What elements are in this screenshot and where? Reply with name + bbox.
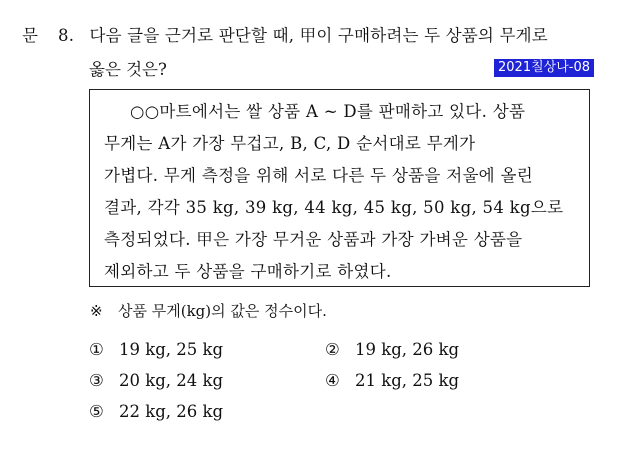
source-tag: 2021칠상나-08: [494, 59, 594, 77]
choice-4[interactable]: [325, 371, 459, 390]
question-number: 8.: [58, 26, 75, 45]
choice-text: 19 kg, 25 kg: [119, 340, 224, 359]
passage-line: 결과, 각각 35 kg, 39 kg, 44 kg, 45 kg, 50 kg, 54 kg으로: [104, 198, 564, 217]
choice-label: ⑤: [89, 402, 104, 421]
choice-5[interactable]: [89, 402, 223, 421]
choice-label: ①: [89, 340, 104, 359]
choice-text: 20 kg, 24 kg: [119, 371, 224, 390]
passage-line: 가볍다. 무게 측정을 위해 서로 다른 두 상품을 저울에 올린: [104, 166, 533, 185]
choice-label: ②: [325, 340, 340, 359]
passage-line: 무게는 A가 가장 무겁고, B, C, D 순서대로 무게가: [104, 134, 476, 153]
choice-label: ④: [325, 371, 340, 390]
choice-2[interactable]: [325, 340, 459, 359]
question-stem-line2: 옳은 것은?: [89, 60, 167, 79]
passage-box: [89, 89, 590, 287]
choice-text: 21 kg, 25 kg: [355, 371, 460, 390]
choice-1[interactable]: [89, 340, 223, 359]
choice-label: ③: [89, 371, 104, 390]
note-symbol: ※: [90, 302, 103, 320]
passage-line: ○○마트에서는 쌀 상품 A ~ D를 판매하고 있다. 상품: [130, 102, 526, 121]
choice-3[interactable]: [89, 371, 223, 390]
passage-line: 측정되었다. 甲은 가장 무거운 상품과 가장 가벼운 상품을: [104, 230, 523, 249]
note-text: 상품 무게(kg)의 값은 정수이다.: [118, 302, 327, 320]
question-stem: [22, 22, 548, 46]
choice-text: 19 kg, 26 kg: [355, 340, 460, 359]
question-stem-line1: 다음 글을 근거로 판단할 때, 甲이 구매하려는 두 상품의 무게로: [89, 26, 548, 45]
question-prefix: 문: [22, 26, 39, 45]
note: [90, 300, 327, 321]
passage-line: 제외하고 두 상품을 구매하기로 하였다.: [104, 262, 392, 281]
choice-text: 22 kg, 26 kg: [119, 402, 224, 421]
